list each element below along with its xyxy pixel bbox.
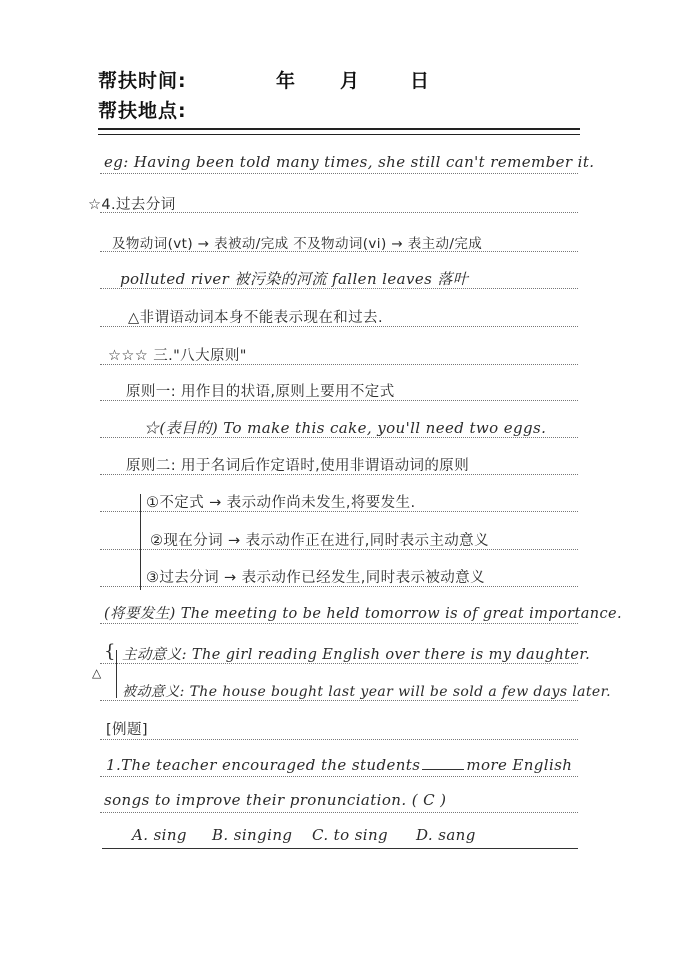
bottom-rule bbox=[102, 848, 578, 849]
place-label: 帮扶地点: bbox=[98, 100, 187, 122]
day-label: 日 bbox=[410, 70, 431, 92]
header-rule-bottom bbox=[98, 134, 580, 135]
note-active-example: 主动意义: The girl reading English over there is my daughter. bbox=[122, 647, 591, 663]
bracket-active-passive bbox=[116, 650, 117, 698]
note-purpose-example: ☆(表目的) To make this cake, you'll need two eggs. bbox=[144, 419, 547, 437]
note-transitive-rule: 及物动词(vt) → 表被动/完成 不及物动词(vi) → 表主动/完成 bbox=[112, 236, 483, 252]
header-rule-top bbox=[98, 128, 580, 130]
note-future-example: (将要发生) The meeting to be held tomorrow is of great importance. bbox=[104, 606, 622, 622]
option-c: C. to sing bbox=[312, 826, 389, 844]
time-label: 帮扶时间: bbox=[98, 70, 187, 92]
note-principle-2: 原则二: 用于名词后作定语时,使用非谓语动词的原则 bbox=[126, 458, 470, 474]
note-infinitive-rule: ①不定式 → 表示动作尚未发生,将要发生. bbox=[146, 495, 416, 511]
note-non-finite-tense: △非谓语动词本身不能表示现在和过去. bbox=[128, 310, 383, 326]
note-passive-example: 被动意义: The house bought last year will be sold a few days later. bbox=[122, 684, 612, 700]
year-label: 年 bbox=[276, 70, 297, 92]
month-label: 月 bbox=[340, 70, 361, 92]
note-past-participle-rule: ③过去分词 → 表示动作已经发生,同时表示被动意义 bbox=[146, 570, 485, 586]
note-present-participle-rule: ②现在分词 → 表示动作正在进行,同时表示主动意义 bbox=[150, 533, 489, 549]
ruling-line bbox=[100, 812, 578, 813]
note-eight-principles-heading: ☆☆☆ 三."八大原则" bbox=[108, 348, 247, 364]
ruling-line bbox=[100, 173, 578, 174]
note-example-question-heading: [例题] bbox=[106, 722, 148, 738]
answer-blank bbox=[422, 757, 464, 770]
bracket-principle-2 bbox=[140, 494, 141, 590]
ruling-line bbox=[100, 739, 578, 740]
option-d: D. sang bbox=[416, 826, 476, 844]
question-stem: 1.The teacher encouraged the students bbox=[106, 756, 421, 774]
note-example-1: eg: Having been told many times, she still can't remember it. bbox=[104, 153, 595, 171]
note-examples-adjectival: polluted river 被污染的河流 fallen leaves 落叶 bbox=[120, 270, 469, 288]
question-line-2: songs to improve their pronunciation. ( C ) bbox=[104, 791, 447, 809]
triangle-icon: △ bbox=[92, 666, 102, 680]
note-principle-1: 原则一: 用作目的状语,原则上要用不定式 bbox=[126, 384, 395, 400]
ruling-line bbox=[100, 623, 578, 624]
question-stem-end: more English bbox=[466, 756, 573, 774]
brace-icon: { bbox=[104, 641, 116, 662]
question-line-1 bbox=[106, 756, 572, 774]
note-heading-past-participle: ☆4.过去分词 bbox=[88, 197, 176, 213]
option-a: A. sing bbox=[132, 826, 187, 844]
ruling-line bbox=[100, 776, 578, 777]
option-b: B. singing bbox=[212, 826, 293, 844]
